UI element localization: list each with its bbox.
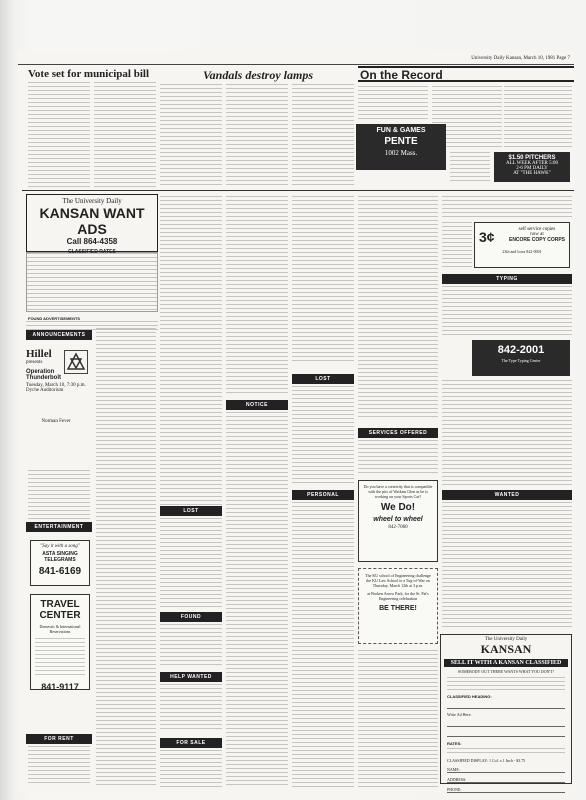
entertainment-header: ENTERTAINMENT <box>26 522 92 532</box>
copies-line2: now at <box>530 232 544 237</box>
hillel-speaker: Norman Fever <box>41 419 71 424</box>
lost-text <box>292 386 354 486</box>
copies-price: 3¢ <box>479 229 495 245</box>
want-ads-call: Call 864-4358 <box>66 237 118 246</box>
help-wanted-header: HELP WANTED <box>160 672 222 682</box>
for-sale-text <box>160 750 222 788</box>
form-address-field[interactable] <box>447 777 565 783</box>
form-heading-label: CLASSIFIED HEADING: <box>447 694 492 699</box>
encore-copies-ad <box>474 222 570 268</box>
want-ads-title: KANSAN WANT ADS <box>39 205 145 237</box>
fun-games-line1: FUN & GAMES <box>376 127 426 134</box>
tug-of-war-ad <box>358 568 438 644</box>
classifieds-col7-top <box>442 196 572 218</box>
typing-line1: The Type Typing Center <box>501 358 541 363</box>
form-name-field[interactable] <box>447 767 565 773</box>
hillel-event: Operation Thunderbolt <box>26 369 61 381</box>
want-ads-university: The University Daily <box>62 197 122 205</box>
wanted-text <box>442 502 572 628</box>
form-phone-label: PHONE: <box>447 787 462 792</box>
record-headline: On the Record <box>360 68 443 82</box>
announcements-text <box>28 470 90 530</box>
form-name-label: NAME: <box>447 767 460 772</box>
hillel-time: Tuesday, March 10, 7:30 p.m. <box>26 383 86 388</box>
form-heading-field[interactable] <box>447 703 565 709</box>
help-wanted-text <box>160 684 222 732</box>
fun-games-line3: 1002 Mass. <box>384 149 418 157</box>
form-head: The University Daily <box>484 637 528 642</box>
pitchers-line2: ALL WEEK AFTER 5:00 <box>505 161 559 166</box>
asta-line2: ASTA SINGING TELEGRAMS <box>42 551 78 563</box>
typing-text-b <box>442 380 572 486</box>
wheel-name: wheel to wheel <box>373 516 423 523</box>
wheel-to-wheel-ad <box>358 480 438 562</box>
classifieds-col4 <box>226 196 288 396</box>
hillel-presents: presents <box>26 360 43 365</box>
top-rule <box>18 64 574 65</box>
asta-line1: "Say it with a song" <box>40 544 80 549</box>
hillel-place: Dyche Auditorium <box>26 388 64 393</box>
copies-address: 23th and Iowa 842-0001 <box>502 249 542 254</box>
form-ad-line-1[interactable] <box>447 721 565 727</box>
fun-games-line2: PENTE <box>384 136 418 147</box>
asta-ad <box>30 540 90 586</box>
form-ad-line-2[interactable] <box>447 731 565 737</box>
pitchers-line3: 2-6 PM DAILY <box>516 166 548 171</box>
vandal-story-col2 <box>226 84 288 188</box>
found-header: FOUND <box>160 612 222 622</box>
vandal-story-col3 <box>292 84 354 188</box>
fun-games-ad <box>356 124 446 170</box>
hillel-name: Hillel <box>26 348 52 360</box>
lost-header: LOST <box>292 374 354 384</box>
for-rent-header: FOR RENT <box>26 734 92 744</box>
classifieds-col4b <box>226 412 288 788</box>
found-text <box>160 624 222 668</box>
record-story-col4 <box>450 152 490 182</box>
classified-rates-table <box>26 252 158 312</box>
spring-cta: BE THERE! <box>379 605 417 612</box>
typing-text <box>442 286 572 336</box>
wheel-phone: 842-7060 <box>388 525 408 530</box>
wanted-header: WANTED <box>442 490 572 500</box>
typing-header: TYPING <box>442 274 572 284</box>
form-banner: SELL IT WITH A KANSAN CLASSIFIED <box>444 659 568 667</box>
form-rates-table <box>447 748 565 756</box>
form-instructions <box>447 677 565 691</box>
want-ads-rates-label: CLASSIFIED RATES <box>68 249 116 255</box>
pitchers-ad <box>494 152 570 182</box>
travel-center-ad <box>30 594 90 690</box>
announcements-header: ANNOUNCEMENTS <box>26 330 92 340</box>
section-rule <box>22 190 574 191</box>
classifieds-col3 <box>160 196 222 506</box>
lost-header-alt: LOST <box>160 506 222 516</box>
classifieds-col7-left <box>442 222 472 268</box>
record-story-col3 <box>504 86 572 148</box>
wheel-cta: We Do! <box>380 502 416 513</box>
copies-line3: ENCORE COPY CORPS <box>508 237 566 243</box>
form-phone-field[interactable] <box>447 787 565 793</box>
copies-line1: self service copies <box>518 227 556 232</box>
travel-sub: Domestic & International Reservations <box>39 624 81 634</box>
vote-headline: Vote set for municipal bill <box>28 68 150 80</box>
classifieds-col3b <box>160 518 222 608</box>
form-sub: SOMEBODY OUT THERE WANTS WHAT YOU DON'T! <box>457 669 555 674</box>
classified-order-form <box>440 634 572 792</box>
want-ads-header <box>26 194 158 255</box>
pitchers-line4: AT "THE HAWK" <box>513 171 551 176</box>
page-folio <box>18 54 574 64</box>
wheel-line1: Do you have a creativity that is compatible with the pits of Watkins Glen as he is working on your Sports Car? <box>363 484 433 499</box>
vote-story-col1 <box>28 82 90 188</box>
asta-phone: 841-6169 <box>38 566 82 577</box>
classifieds-col2 <box>96 328 156 788</box>
form-write-ad-label: Write Ad Here: <box>447 712 472 717</box>
record-story-col1 <box>358 86 428 122</box>
travel-phone: 841-9117 <box>41 682 79 692</box>
form-address-label: ADDRESS: <box>447 777 467 782</box>
travel-title: TRAVEL CENTER <box>39 599 81 621</box>
folio-text: University Daily Kansan, March 10, 1981 Page 7 <box>471 56 570 61</box>
spring-line1: The KU school of Engineering challenge the KU Law School to a Tug-of-War on Thursday, March 12th at 3 p.m. <box>365 573 431 588</box>
classifieds-col5 <box>292 196 354 364</box>
spring-line2: at Broken Arrow Park, for the St. Pat's Engineering celebration <box>367 591 429 601</box>
services-text <box>358 440 438 476</box>
personal-header: PERSONAL <box>292 490 354 500</box>
travel-text <box>35 638 85 678</box>
for-rent-text <box>28 746 90 786</box>
typing-center-ad <box>472 340 570 376</box>
for-sale-header: FOR SALE <box>160 738 222 748</box>
pitchers-line1: $1.50 PITCHERS <box>508 155 556 161</box>
notice-header: NOTICE <box>226 400 288 410</box>
form-title: KANSAN <box>480 642 532 656</box>
vandal-headline: Vandals destroy lamps <box>202 68 313 82</box>
classifieds-col6b <box>358 650 438 788</box>
form-display: CLASSIFIED DISPLAY: 1 Col. x 1 Inch - $3.75 <box>447 758 526 763</box>
vote-story-col2 <box>94 82 156 188</box>
personal-text <box>292 502 354 788</box>
vandal-story-col1 <box>160 84 222 188</box>
services-offered-header: SERVICES OFFERED <box>358 428 438 438</box>
found-ads-label: FOUND ADVERTISEMENTS <box>28 316 81 321</box>
classifieds-col6 <box>358 196 438 420</box>
typing-phone: 842-2001 <box>497 344 545 356</box>
form-rates-label: RATES: <box>447 741 462 746</box>
hillel-logo-icon <box>64 350 88 374</box>
